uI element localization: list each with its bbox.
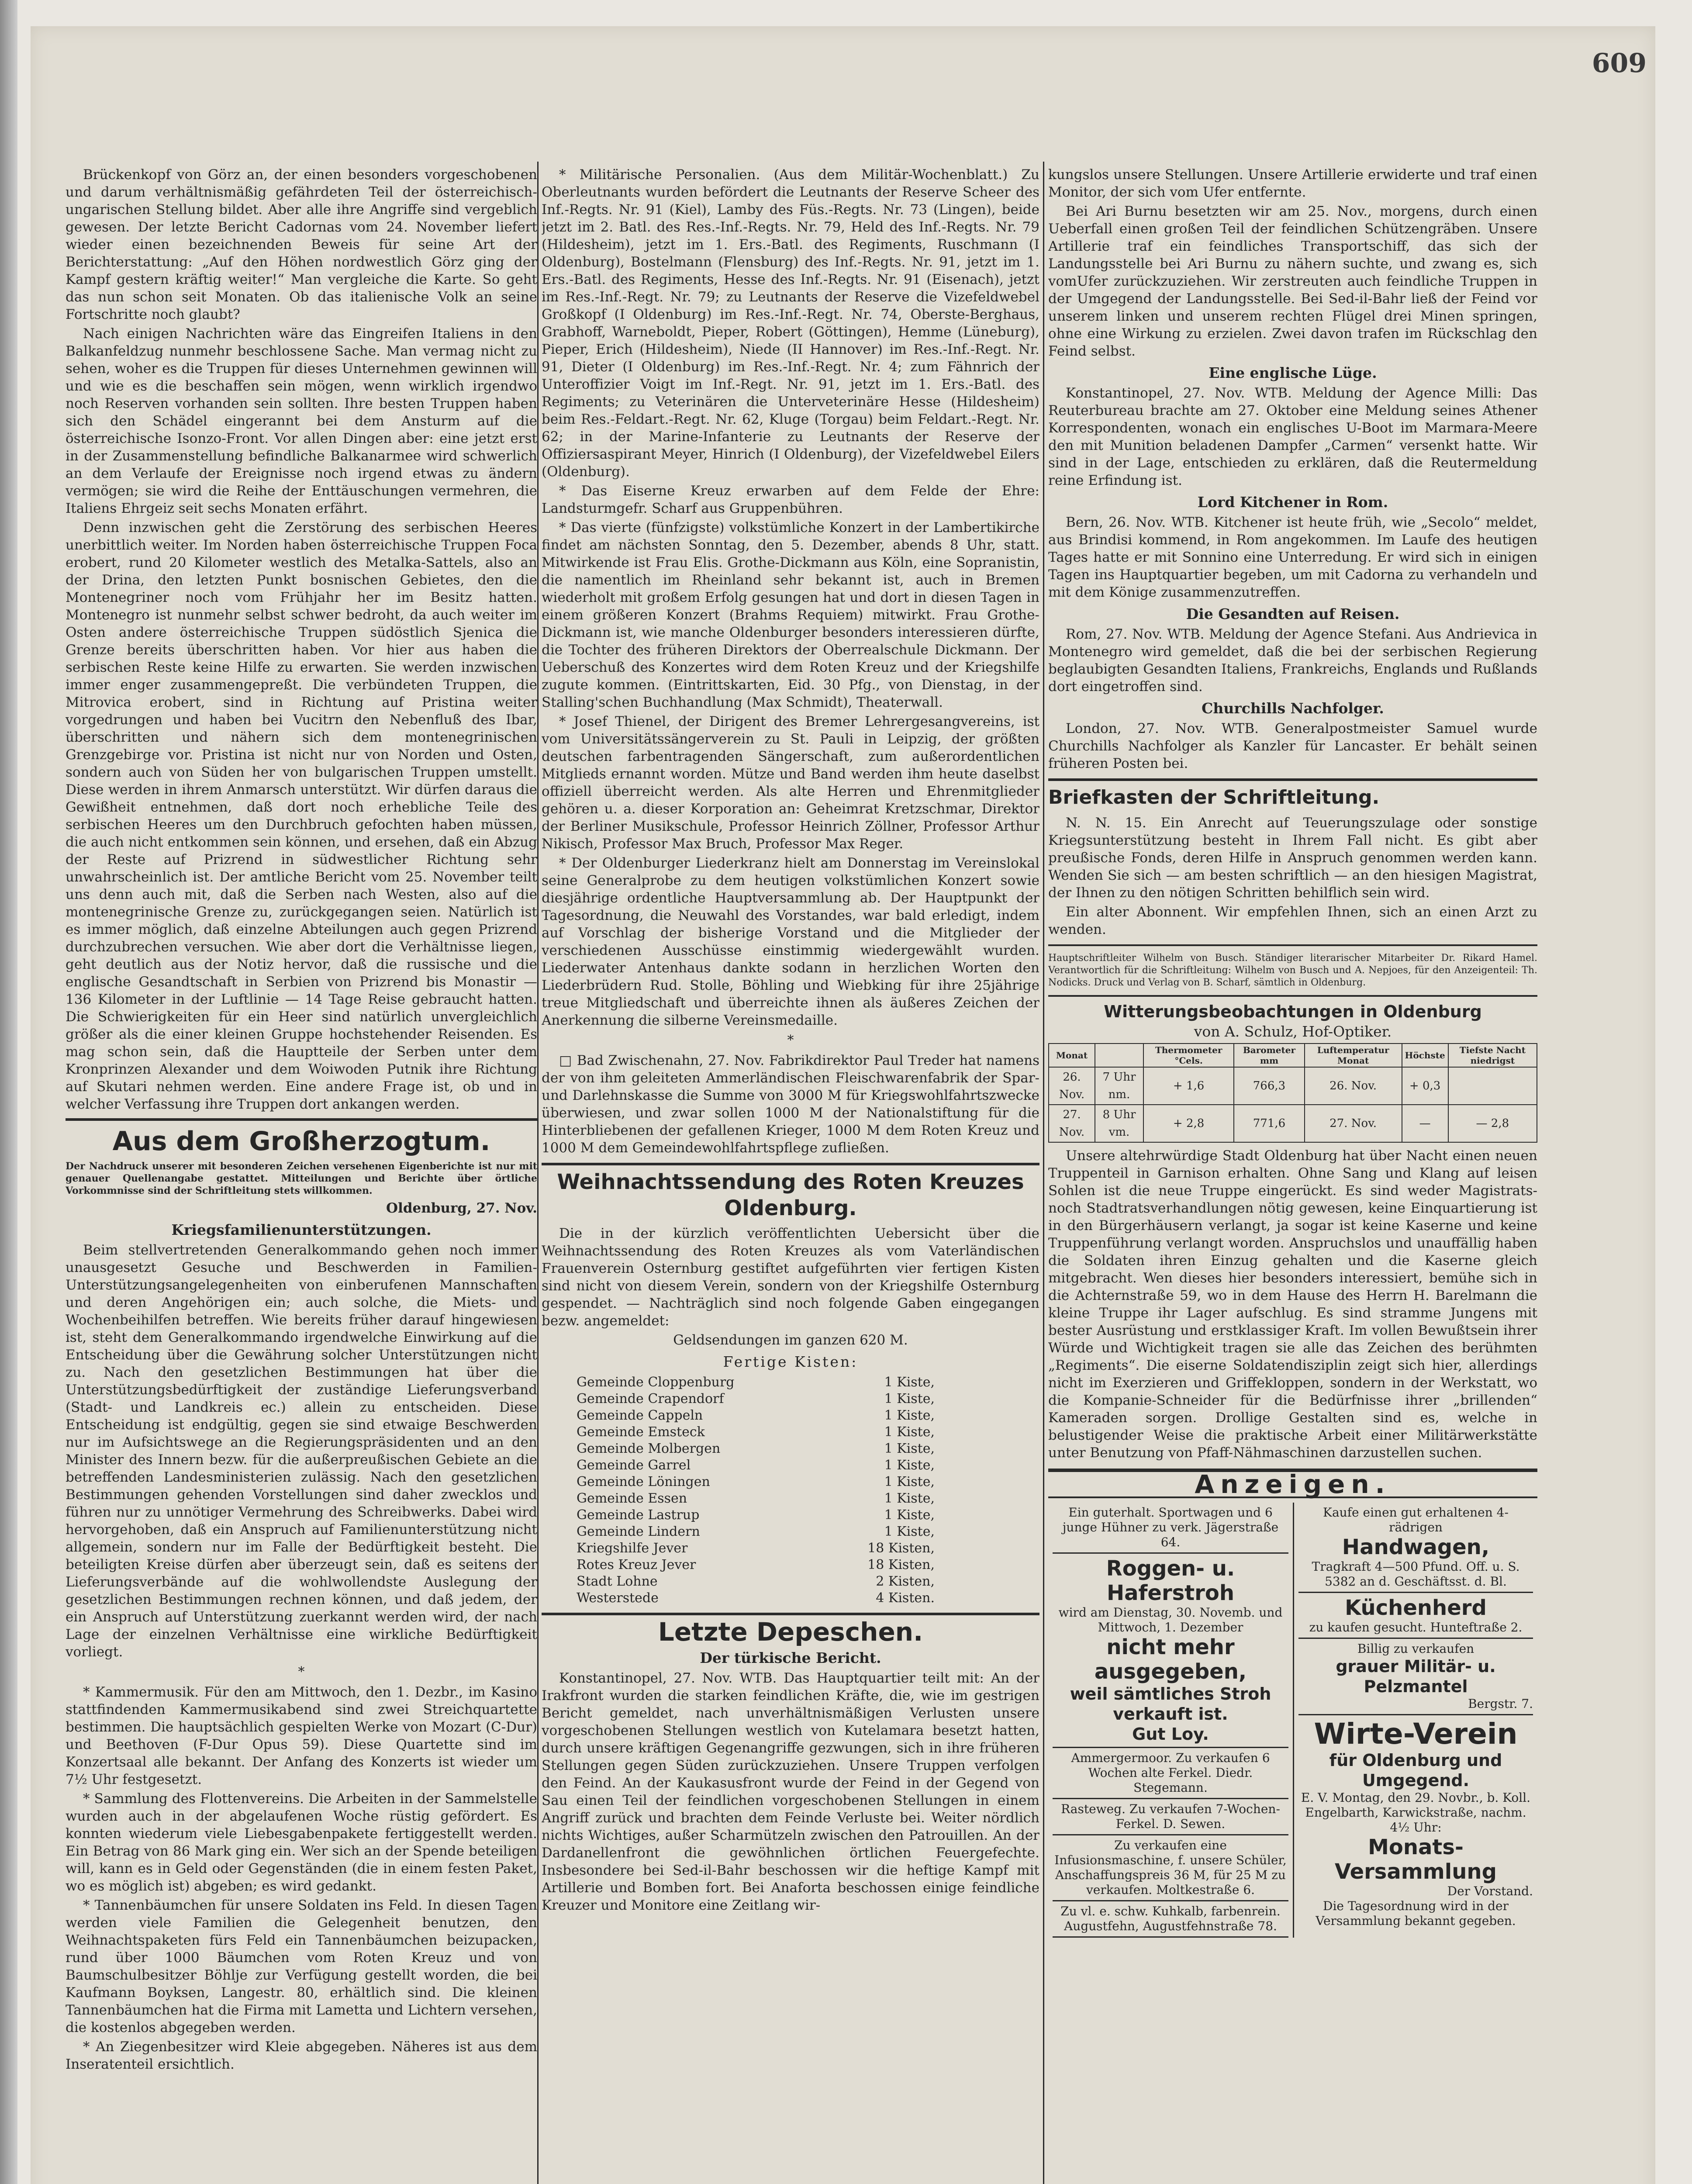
article-paragraph: Bern, 26. Nov. WTB. Kitchener ist heute früh, wie „Secolo“ meldet, aus Brindisi kommend, in Rom angekommen. Im Laufe des heutigen Tages hatte er mit Sonnino eine Unterredung. Er wird sich in einigen Tagen ins Hauptquartier begeben, um mit Cadorna zu verhandeln und mit dem Könige zusammenzutreffen.	[1048, 515, 1537, 600]
news-item: * Das vierte (fünfzigste) volkstümliche Konzert in der Lambertikirche findet am nächsten Sonntag, den 5. Dezember, abends 8 Uhr, statt. Mitwirkende ist Frau Elis. Grothe-Dickmann aus Köln, eine Sopranistin, die namentlich im Rheinland sehr bekannt ist, auch in Bremen wiederholt mit großem Erfolg gesungen hat und dort in diesen Tagen in einem größeren Konzert (Brahms Requiem) mitwirkt. Frau Grothe-Dickmann ist, wie manche Oldenburger besonders interessieren dürfte, die Tochter des früheren Direktors der Oberrealschule Dickmann. Der Ueberschuß des Konzertes wird dem Roten Kreuz und der Kriegshilfe zugute kommen. (Eintrittskarten, Eid. 30 Pfg., von Dienstag, in der Stalling'schen Buchhandlung (Max Schmidt), Theaterwall.	[542, 520, 1039, 710]
column-1	[66, 166, 537, 2184]
news-item: * Tannenbäumchen für unsere Soldaten ins Feld. In diesen Tagen werden viele Familien die Gelegenheit benutzen, den Weihnachtspaketen fürs Feld ein Tannenbäumchen beizupacken, rund über 1000 Bäumchen vom Roten Kreuz und von Baumschulbesitzer Böhlje zur Verfügung gestellt worden, die bei Kaufmann Boyksen, Langestr. 80, erhältlich sind. Die kleinen Tannenbäumchen hat die Firma mit Lametta und Lichtern versehen, die kostenlos abgegeben werden.	[66, 1897, 537, 2035]
column-rule	[1043, 162, 1044, 2184]
list-item: Gemeinde Garrel 1 Kiste,	[577, 1458, 935, 1473]
article-paragraph: Die in der kürzlich veröffentlichten Uebersicht über die Weihnachtssendung des Roten Kreuzes als vom Vaterländischen Frauenverein Osternburg gestiftet aufgeführten vier fertigen Kisten sind nicht von diesem Verein, sondern von der Kriegshilfe Osternburg gespendet. — Nachträglich sind noch folgende Gaben eingegangen bezw. angemeldet:	[542, 1226, 1039, 1329]
list-item: Kriegshilfe Jever 18 Kisten,	[577, 1541, 935, 1556]
article-paragraph: Konstantinopel, 27. Nov. WTB. Das Hauptquartier teilt mit: An der Irakfront wurden die starken feindlichen Kräfte, die, wie im gestrigen Bericht gemeldet, nach unverhältnismäßigen Verlusten unsere vorgeschobenen Stellungen westlich von Kutelamara besetzt hatten, durch unsere kräftigen Gegenangriffe gezwungen, sich in ihre früheren Stellungen gegen Süden zurückzuziehen. Unsere Truppen verfolgen den Feind. An der Kaukasusfront wurde der Feind in der Gegend von Sau einen Teil der feindlichen vorgeschobenen Stellungen in einem Angriff zurück und brachten dem Feinde Verluste bei. Weiter nördlich nichts Wichtiges, außer Scharmützeln zwischen den Patrouillen. An der Dardanellenfront die gewöhnlichen örtlichen Feuergefechte. Insbesondere bei Sed-il-Bahr beschossen wir die heftige Kampf mit Artillerie und Bomben fort. Bei Anaforta beschossen einige feindliche Kreuzer und Monitore eine Zeitlang wir-	[542, 1670, 1039, 1913]
article-paragraph: Unsere altehrwürdige Stadt Oldenburg hat über Nacht einen neuen Truppenteil in Garnison erhalten. Ohne Sang und Klang auf leisen Sohlen ist die neue Truppe eingerückt. Es sind weder Magistrats- noch Stadtratsverhandlungen nötig gewesen, keine Einquartierung ist in den Bürgerhäusern verlangt, ja sogar ist keine Kaserne und keine Truppenführung verlangt worden. Anspruchslos und unauffällig haben die Soldaten ihren Einzug gehalten und die Kaserne gleich mitgebracht. Wen dieses hier besonders interessiert, bemühe sich in die Achternstraße 59, wo in dem Hause des Herrn H. Barelmann die kleine Truppe ihr Lager aufschlug. Es sind stramme Jungens mit bester Ausrüstung und erstklassiger Kraft. Im vollen Bewußtsein ihrer Würde und Wichtigkeit tragen sie alle das Zeichen des berühmten „Regiments“. Die eiserne Soldatendisziplin zeigt sich hier, allerdings nicht im Exerzieren und Griffekloppen, sondern in der Werkstatt, wo die Kompanie-Schneider für die Bedürfnisse ihrer „brillenden“ Kameraden sorgen. Drollige Gestalten sind es, welche in belustigender Weise die praktische Arbeit einer Militärwerkstätte unter Benutzung von Pfaff-Nähmaschinen darzustellen suchen.	[1048, 1148, 1537, 1461]
article-paragraph: kungslos unsere Stellungen. Unsere Artillerie erwiderte und traf einen Monitor, der sich vom Ufer entfernte.	[1048, 167, 1537, 200]
ads-section	[1048, 1469, 1537, 1938]
list-item: Gemeinde Löningen 1 Kiste,	[577, 1474, 935, 1489]
column-header	[1095, 1044, 1143, 1067]
dispatches-heading: Letzte Depeschen.	[542, 1613, 1039, 1645]
list-item: Gemeinde Crapendorf 1 Kiste,	[577, 1391, 935, 1406]
weather-table	[1048, 1043, 1537, 1143]
article-paragraph: Rom, 27. Nov. WTB. Meldung der Agence Stefani. Aus Andrievica in Montenegro wird gemeldet, daß die bei der serbischen Regierung beglaubigten Gesandten Italiens, Frankreichs, Englands und Rußlands dort eingetroffen sind.	[1048, 626, 1537, 695]
heading-line: Weihnachtssendung des Roten Kreuzes	[557, 1170, 1024, 1194]
weather-title: Witterungsbeobachtungen in Oldenburg	[1104, 1002, 1482, 1021]
scan-edge	[0, 0, 17, 2184]
ads-grid	[1048, 1503, 1537, 1938]
crate-list	[577, 1374, 935, 1607]
article-paragraph: Denn inzwischen geht die Zerstörung des serbischen Heeres unerbittlich weiter. Im Norden haben österreichische Truppen Foca erobert, rund 20 Kilometer westlich des Metalka-Sattels, also an der Drina, den letzten Punkt bosnischen Gebietes, den die Montenegriner noch vom Frühjahr her im Besitz hatten. Montenegro ist nunmehr selbst schwer bedroht, da auch weiter im Osten andere österreichische Truppen südöstlich Sjenica die Grenze bereits überschritten haben. Vor hier aus haben die serbischen Reste keine Hilfe zu erwarten. Sie werden inzwischen immer enger zusammengepreßt. Die verbündeten Truppen, die Mitrovica erobert, sind in Richtung auf Pristina weiter vorgedrungen und haben bei Vucitrn den Nebenfluß des Ibar, überschritten und nähern sich dem montenegrinischen Grenzgebirge vor. Pristina ist nicht nur von Norden und Osten, sondern auch von Süden her von bulgarischen Truppen umstellt. Diese werden in ihrem Anmarsch unterstützt. Wir dürfen daraus die Gewißheit entnehmen, daß dort noch erhebliche Teile des serbischen Heeres um den Durchbruch gefochten haben müssen, die auch nicht entkommen sein können, und ersehen, daß ein Abzug der Reste auf Prizrend in südwestlicher Richtung sehr unwahrscheinlich ist. Der amtliche Bericht vom 25. November teilt uns denn auch mit, daß die Serben nach Westen, also auf die montenegrinische Grenze zu, zurückgegangen seien. Natürlich ist es immer möglich, daß einzelne Abteilungen auch gegen Prizrend durchzubrechen versuchen. Wie aber dort die Verhältnisse liegen, geht deutlich aus der Notiz hervor, daß die russische und die englische Gesandtschaft in Serbien von Prizrend bis Monastir — 136 Kilometer in der Luftlinie — 14 Tage Reise gebraucht hatten. Die Schwierigkeiten für ein Heer sind natürlich unvergleichlich größer als die einer kleinen Gruppe hochstehender Reisenden. Es mag schon sein, daß die Hauptteile der Serben unter dem Kronprinzen Alexander und dem Woiwoden Putnik ihre Richtung auf Skutari nehmen werden. Eine andere Frage ist, ob und in welcher Verfassung ihre Truppen dort ankangen werden.	[66, 520, 537, 1112]
article-title: Eine englische Lüge.	[1209, 364, 1377, 381]
ads-heading: Anzeigen.	[1048, 1469, 1537, 1498]
list-item: Gemeinde Lindern 1 Kiste,	[577, 1524, 935, 1539]
classified-ad: Zu vl. e. schw. Kuhkalb, farbenrein. Augustfehn, Augustfehnstraße 78.	[1053, 1901, 1288, 1938]
divider	[1048, 995, 1537, 997]
page-number: 609	[1592, 48, 1647, 79]
article-title: Der türkische Bericht.	[700, 1649, 881, 1666]
heading-line: Oldenburg.	[724, 1196, 857, 1220]
column-header: Luftemperatur Monat	[1305, 1044, 1402, 1067]
column-header: Barometer mm	[1234, 1044, 1304, 1067]
article-title: Churchills Nachfolger.	[1202, 700, 1384, 717]
list-item: Gemeinde Cappeln 1 Kiste,	[577, 1408, 935, 1423]
column-header: Monat	[1049, 1044, 1095, 1067]
column-header: Tiefste Nacht niedrigst	[1448, 1044, 1537, 1067]
article-paragraph: Nach einigen Nachrichten wäre das Eingreifen Italiens in den Balkanfeldzug nunmehr beschlossene Sache. Man vermag nicht zu sehen, woher es die Truppen für dieses Unternehmen gewinnen will und wie es die beschaffen sein mögen, wenn wirklich irgendwo noch Reserven vorhanden sein sollten. Ihre besten Truppen haben sich den Schädel eingerannt bei dem Ansturm auf die österreichische Isonzo-Front. Vor allen Dingen aber: eine jetzt erst in der Zusammenstellung befindliche Balkanarmee wird schwerlich an dem Verlaufe der Ereignisse noch irgend etwas zu ändern vermögen; sie wird die Reihe der Enttäuschungen vermehren, die Italiens Ehrgeiz seit sechs Monaten erfährt.	[66, 326, 537, 516]
red-cross-heading	[542, 1163, 1039, 1221]
news-item: * Kammermusik. Für den am Mittwoch, den 1. Dezbr., im Kasino stattfindenden Kammermusikabend sind zwei Streichquartette bestimmen. Die hauptsächlich gespielten Werke von Mozart (C-Dur) und Beethoven (F-Dur Opus 59). Diese Quartette sind im Konzertsaal alle bekannt. Der Anfang des Konzerts ist wieder um 7½ Uhr festgesetzt.	[66, 1684, 537, 1787]
column-header: Thermometer °Cels.	[1143, 1044, 1234, 1067]
section-heading: Aus dem Großherzogtum.	[66, 1118, 537, 1158]
ads-column-left	[1048, 1503, 1293, 1938]
article-paragraph: Beim stellvertretenden Generalkommando gehen noch immer unausgesetzt Gesuche und Beschwerden in Familien-Unterstützungsangelegenheiten von einberufenen Mannschaften und deren Angehörigen ein; auch solche, die Miets- und Wochenbeihilfen betreffen. Wie bereits früher darauf hingewiesen ist, steht dem Generalkommando irgendwelche Einwirkung auf die Entscheidung über die Gewährung solcher Unterstützungen nicht zu. Nach den gesetzlichen Bestimmungen hat über die Unterstützungsbedürftigkeit der zuständige Lieferungsverband (Stadt- und Landkreis ec.) allein zu entscheiden. Diese Entscheidung ist endgültig, gegen sie sind etwaige Beschwerden nur im Aufsichtswege an die Regierungspräsidenten und an den Minister des Innern bezw. für die außerpreußischen Gebiete an die betreffenden Landesministerien zulässig. Nach den gesetzlichen Bestimmungen gehenden Vorstellungen sind daher zwecklos und führen nur zu unnötiger Vermehrung des Schreibwerks. Dabei wird hervorgehoben, daß ein Anspruch auf Familienunterstützung nicht allgemein, sondern nur im Falle der Bedürftigkeit besteht. Die beteiligten Kreise dürfen aber überzeugt sein, daß es seitens der Lieferungsverbände auf die wohlwollendste Auslegung der gesetzlichen Bestimmungen rechnen können, und daß jedem, der ein Anspruch auf Unterstützung zuerkannt werden wird, der nach Lage der einzelnen Verhältnisse eine wirkliche Bedürftigkeit vorliegt.	[66, 1242, 537, 1660]
classified-ad: Rasteweg. Zu verkaufen 7-Wochen-Ferkel. D. Sewen.	[1053, 1799, 1288, 1835]
list-item: Gemeinde Essen 1 Kiste,	[577, 1491, 935, 1506]
column-rule	[537, 162, 539, 2184]
classified-ad: Ein guterhalt. Sportwagen und 6 junge Hühner zu verk. Jägerstraße 64.	[1053, 1503, 1288, 1554]
list-item: Stadt Lohne 2 Kisten,	[577, 1574, 935, 1589]
letter-reply: Ein alter Abonnent. Wir empfehlen Ihnen, sich an einen Arzt zu wenden.	[1048, 904, 1537, 937]
table-row: 26. Nov. 7 Uhr nm. + 1,6 766,3 26. Nov. + 0,3	[1049, 1067, 1537, 1105]
ads-column-right	[1293, 1503, 1537, 1938]
column-header: Höchste	[1402, 1044, 1448, 1067]
column-3	[1048, 166, 1537, 2184]
table-row: 27. Nov. 8 Uhr vm. + 2,8 771,6 27. Nov. — — 2,8	[1049, 1105, 1537, 1142]
letter-reply: N. N. 15. Ein Anrecht auf Teuerungszulage oder sonstige Kriegsunterstützung besteht in Ihrem Fall nicht. Es gibt aber preußische Fonds, deren Hilfe in Anspruch genommen werden kann. Wenden Sie sich — am besten schriftlich — an den hiesigen Magistrat, der Ihnen zu den nötigen Schritten behilflich sein wird.	[1048, 815, 1537, 901]
news-item: □ Bad Zwischenahn, 27. Nov. Fabrikdirektor Paul Treder hat namens der von ihm geleiteten Ammerländischen Fleischwarenfabrik der Spar- und Darlehnskasse die Summe von 3000 M für Kriegswohlfahrtszwecke überwiesen, und zwar sollen 1000 M der Nationalstiftung für die Hinterbliebenen der gefallenen Krieger, 1000 M dem Roten Kreuz und 1000 M dem Gemeindewohlfahrtspflege zufließen.	[542, 1053, 1039, 1156]
news-item: * Josef Thienel, der Dirigent des Bremer Lehrergesangvereins, ist vom Universitätssängerverein zu St. Pauli in Leipzig, der größten deutschen farbentragenden Sängerschaft, zum außerordentlichen Mitglieds ernannt worden. Mütze und Band werden ihm heute daselbst offiziell überreicht werden. Als alte Herren und Ehrenmitglieder gehören u. a. dieser Korporation an: Geheimrat Kretzschmar, Direktor der Berliner Musikschule, Professor Heinrich Zöllner, Professor Arthur Nikisch, Professor Max Bruch, Professor Max Reger.	[542, 714, 1039, 852]
separator-star: *	[298, 1664, 305, 1679]
dateline: Oldenburg, 27. Nov.	[386, 1200, 537, 1216]
news-item: * Das Eiserne Kreuz erwarben auf dem Felde der Ehre: Landsturmgefr. Scharf aus Gruppenbühren.	[542, 483, 1039, 516]
classified-ad-coat: Billig zu verkaufen grauer Militär- u. Pelzmantel Bergstr. 7.	[1298, 1639, 1533, 1715]
list-item: Gemeinde Molbergen 1 Kiste,	[577, 1441, 935, 1456]
article-title: Lord Kitchener in Rom.	[1197, 494, 1388, 511]
news-item: * Militärische Personalien. (Aus dem Militär-Wochenblatt.) Zu Oberleutnants wurden befördert die Leutnants der Reserve Scheer des Inf.-Regts. Nr. 91 (Kiel), Lamby des Füs.-Regts. Nr. 73 (Lingen), beide jetzt im 2. Batl. des Res.-Inf.-Regts. Nr. 79, Held des Inf.-Regts. Nr. 79 (Hildesheim), jetzt im 1. Ers.-Batl. des Regiments, Ruschmann (I Oldenburg), Bostelmann (Flensburg) des Inf.-Regts. Nr. 91, jetzt im 1. Ers.-Batl. des Regiments, Hesse des Inf.-Regts. Nr. 91 (Eisenach), jetzt im Res.-Inf.-Regt. Nr. 79; zu Leutnants der Reserve die Vizefeldwebel Großkopf (I Oldenburg) im Res.-Inf.-Regt. Nr. 74, Oberste-Berghaus, Grabhoff, Warneboldt, Pieper, Robert (Göttingen), Hemme (Lüneburg), Pieper, Erich (Hildesheim), Niede (II Hannover) im Res.-Inf.-Regt. Nr. 91, Dieter (I Oldenburg) im Res.-Inf.-Regt. Nr. 4; zum Fähnrich der Unteroffizier Voigt im Inf.-Regt. Nr. 91, jetzt im 1. Ers.-Batl. des Regiments; zu Veterinären die Unterveterinäre Hesse (Hildesheim) beim Res.-Feldart.-Regt. Nr. 62, Kluge (Torgau) beim Feldart.-Regt. Nr. 62; in der Marine-Infanterie zu Leutnants der Reserve der Offiziersaspirant Meyer, Hinrich (I Oldenburg), der Vizefeldwebel Eilers (Oldenburg).	[542, 167, 1039, 480]
article-paragraph: Bei Ari Burnu besetzten wir am 25. Nov., morgens, durch einen Ueberfall einen großen Teil der feindlichen Schützengräben. Unsere Artillerie traf ein feindliches Transportschiff, das sich der Landungsstelle bei Ari Burnu zu nähern suchte, und zwang es, sich vomUfer zurückzuziehen. Wir zerstreuten auch feindliche Truppen in der Umgegend der Landungsstelle. Bei Sed-il-Bahr ließ der Feind vor unserem linken und unserem rechten Flügel drei Minen springen, ohne eine Wirkung zu erzielen. Zwei davon trafen im Rückschlag den Feind selbst.	[1048, 204, 1537, 359]
article-paragraph: Brückenkopf von Görz an, der einen besonders vorgeschobenen und darum verhältnismäßig gefährdeten Teil der österreichisch-ungarischen Stellung bildet. Aber alle ihre Angriffe sind vergeblich gewesen. Der letzte Bericht Cadornas vom 24. November liefert wieder einen bezeichnenden Beweis für seine Art der Berichterstattung: „Auf den Höhen nordwestlich Görz ging der Kampf gestern kräftig weiter!“ Man vergleiche die Karte. So geht das nun schon seit Monaten. Ob das italienische Volk an seine Fortschritte noch glaubt?	[66, 167, 537, 322]
column-2	[542, 166, 1039, 2184]
article-title: Die Gesandten auf Reisen.	[1186, 605, 1400, 622]
list-item: Gemeinde Cloppenburg 1 Kiste,	[577, 1375, 935, 1390]
list-heading: Fertige Kisten:	[723, 1353, 858, 1370]
reprint-notice: Der Nachdruck unserer mit besonderen Zeichen versehenen Eigenberichte ist nur mit genauer Quellenangabe gestattet. Mitteilungen und Berichte über örtliche Vorkommnisse sind der Schriftleitung stets willkommen.	[66, 1161, 537, 1196]
donation-total: Geldsendungen im ganzen 620 M.	[673, 1332, 908, 1348]
separator-star: *	[787, 1033, 794, 1048]
classified-ad: Ammergermoor. Zu verkaufen 6 Wochen alte Ferkel. Diedr. Stegemann.	[1053, 1748, 1288, 1799]
list-item: Rotes Kreuz Jever 18 Kisten,	[577, 1557, 935, 1572]
imprint: Hauptschriftleiter Wilhelm von Busch. Ständiger literarischer Mitarbeiter Dr. Rikard Hamel. Verantwortlich für die Schriftleitung: Wilhelm von Busch und A. Nepjoes, für den Anzeigenteil: Th. Nodicks. Druck und Verlag von B. Scharf, sämtlich in Oldenburg.	[1048, 953, 1537, 988]
article-paragraph: London, 27. Nov. WTB. Generalpostmeister Samuel wurde Churchills Nachfolger als Kanzler für Lancaster. Er behält seinen früheren Posten bei.	[1048, 721, 1537, 771]
divider	[1048, 944, 1537, 946]
classified-ad-stove: Küchenherd zu kaufen gesucht. Hunteftraße 2.	[1298, 1593, 1533, 1639]
classified-ad-straw: Roggen- u. Haferstroh wird am Dienstag, 30. Novemb. und Mittwoch, 1. Dezember nicht mehr ausgegeben, weil sämtliches Stroh verkauft ist. Gut Loy.	[1053, 1554, 1288, 1748]
article-title: Kriegsfamilienunterstützungen.	[171, 1221, 432, 1238]
classified-ad-handcart: Kaufe einen gut erhaltenen 4-rädrigen Handwagen, Tragkraft 4—500 Pfund. Off. u. S. 5382 an d. Geschäftsst. d. Bl.	[1298, 1503, 1533, 1593]
list-item: Gemeinde Lastrup 1 Kiste,	[577, 1507, 935, 1523]
news-item: * Sammlung des Flottenvereins. Die Arbeiten in der Sammelstelle wurden auch in der abgelaufenen Woche rüstig gefördert. Es konnten wiederum viele Liebesgabenpakete fertiggestellt werden. Ein Betrag von 86 Mark ging ein. Wer sich an der Spende beteiligen will, kann es in Geld oder Gegenständen (die in einem festen Paket, wo es möglich ist) abgeben; es wird gedankt.	[66, 1791, 537, 1894]
list-item: Gemeinde Emsteck 1 Kiste,	[577, 1424, 935, 1440]
list-item: Westerstede 4 Kisten.	[577, 1590, 935, 1606]
news-item: * Der Oldenburger Liederkranz hielt am Donnerstag im Vereinslokal seine Generalprobe zu dem heutigen volkstümlichen Konzert sowie diesjährige ordentliche Hauptversammlung ab. Der Hauptpunkt der Tagesordnung, die Neuwahl des Vorstandes, war bald erledigt, indem auf Vorschlag der bisherige Vorstand und die Mitglieder der verschiedenen Ausschüsse einstimmig wiedergewählt wurden. Liederwater Antenhaus dankte sodann in herzlichen Worten den Liederbrüdern Rud. Stolle, Böhling und Wiebking für ihre 25jährige treue Mitgliedschaft und überreichte ihnen als äußeres Zeichen der Anerkennung die silberne Vereinsmedaille.	[542, 855, 1039, 1028]
weather-byline: von A. Schulz, Hof-Optiker.	[1194, 1023, 1392, 1040]
association-notice: Wirte-Verein für Oldenburg und Umgegend. E. V. Montag, den 29. Novbr., b. Koll. Engelbarth, Karwickstraße, nachm. 4½ Uhr: Monats-Versammlung Der Vorstand. Die Tagesordnung wird in der Versammlung bekannt gegeben.	[1301, 1717, 1533, 1928]
classified-ad: Zu verkaufen eine Infusionsmaschine, f. unsere Schüler, Anschaffungspreis 36 M, für 25 M zu verkaufen. Moltkestraße 6.	[1053, 1835, 1288, 1901]
news-item: * An Ziegenbesitzer wird Kleie abgegeben. Näheres ist aus dem Inseratenteil ersichtlich.	[66, 2039, 537, 2072]
newspaper-page	[31, 26, 1655, 2184]
letters-heading: Briefkasten der Schriftleitung.	[1048, 778, 1537, 811]
article-paragraph: Konstantinopel, 27. Nov. WTB. Meldung der Agence Milli: Das Reuterbureau brachte am 27. Oktober eine Meldung seines Athener Korrespondenten, wonach ein englisches U-Boot im Marmara-Meere den mit Munition beladenen Dampfer „Carmen“ versenkt hatte. Wir sind in der Lage, entschieden zu erklären, daß die Reutermeldung reine Erfindung ist.	[1048, 385, 1537, 488]
